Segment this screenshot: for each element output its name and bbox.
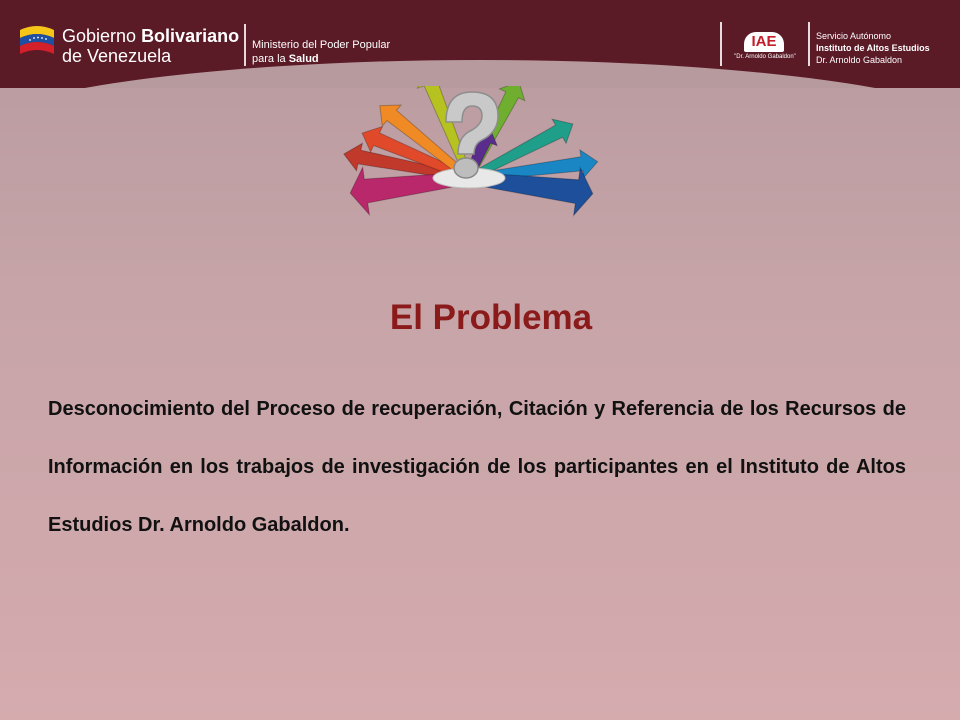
iae-institution-text: [816, 30, 930, 66]
header-bar: [0, 0, 960, 88]
gov-brand-text: [62, 26, 239, 66]
question-mark-with-arrows-icon: [338, 86, 600, 282]
ministry-line2-bold: Salud: [288, 53, 319, 65]
iae-line2: Instituto de Altos Estudios: [816, 43, 930, 53]
ministry-line1: Ministerio del Poder Popular: [252, 39, 391, 51]
slide-title: El Problema: [389, 298, 593, 337]
iae-logo-frame: [720, 22, 810, 66]
ministry-text: [252, 38, 390, 66]
gov-logo: [18, 16, 258, 66]
slide-body-text: Desconocimiento del Proceso de recuperación, Citación y Referencia de los Recursos de Información en los trabajos de investigación de los participantes en el Instituto de Altos Estudios Dr. Arnoldo Gabaldon.: [48, 398, 906, 536]
iae-line3: Dr. Arnoldo Gabaldon: [816, 55, 903, 65]
iae-logo: [720, 22, 816, 66]
iae-badge: IAE: [744, 32, 784, 52]
gov-brand-line2: de Venezuela: [62, 46, 172, 66]
venezuela-flag-icon: [18, 24, 56, 58]
iae-logo-sub: "Dr. Arnoldo Gabaldon": [734, 54, 796, 60]
gov-brand-line1-regular: Gobierno: [62, 26, 142, 46]
ministry-line2-regular: para la: [252, 53, 289, 65]
header-divider: [244, 24, 246, 66]
gov-brand-line1-bold: Bolivariano: [141, 26, 240, 46]
iae-line1: Servicio Autónomo: [816, 31, 892, 41]
